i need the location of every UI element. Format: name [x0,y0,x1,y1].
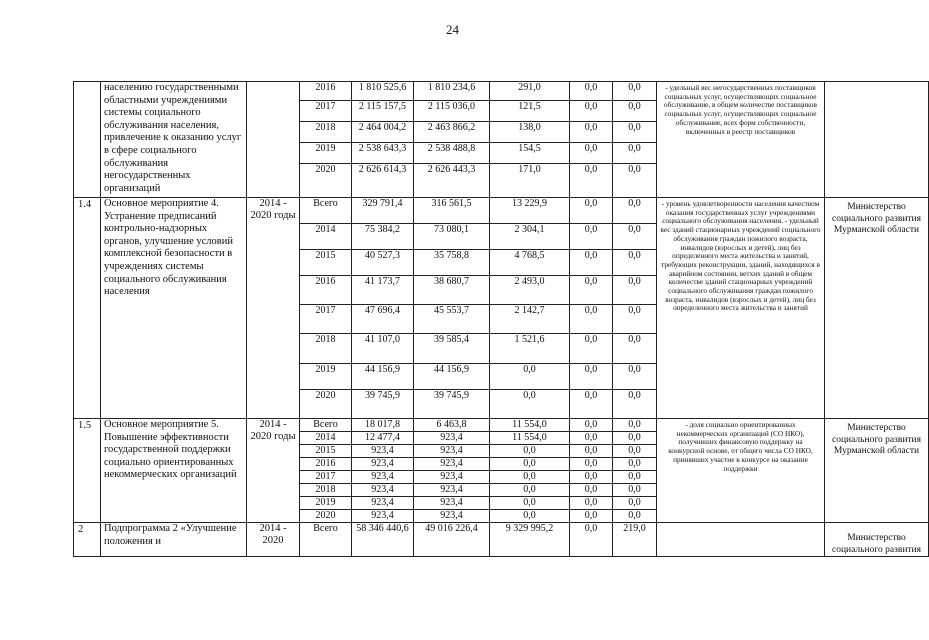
table-cell: 923,4 [414,497,490,510]
table-cell: 923,4 [352,471,414,484]
table-cell: 2015 [300,445,352,458]
table-row [74,82,929,101]
table-cell: 2 115 036,0 [414,101,490,122]
table-cell: 0,0 [570,250,613,276]
table-cell: 2017 [300,471,352,484]
table-cell: 38 680,7 [414,276,490,305]
table-cell: 2019 [300,364,352,390]
table-cell: 39 585,4 [414,334,490,364]
table-cell: 41 107,0 [352,334,414,364]
table-cell: 0,0 [613,198,657,224]
table-cell: 0,0 [570,419,613,432]
table-cell: Всего [300,419,352,432]
table-row [74,419,929,432]
table-cell: 12 477,4 [352,432,414,445]
table-cell: 0,0 [570,198,613,224]
table-cell: 923,4 [352,497,414,510]
table-cell: 0,0 [613,224,657,250]
table-cell: 0,0 [613,334,657,364]
table-cell: 41 173,7 [352,276,414,305]
table-cell: 18 017,8 [352,419,414,432]
table-cell: 923,4 [352,445,414,458]
table-cell: 47 696,4 [352,305,414,334]
table-cell: 0,0 [570,276,613,305]
table-cell: Всего [300,198,352,224]
table-cell: 923,4 [414,484,490,497]
table-cell: 2014 [300,432,352,445]
table-cell: 11 554,0 [490,419,570,432]
table-cell: 2 626 614,3 [352,164,414,198]
indicator-cell: - удельный вес негосударственных поставщиков социальных услуг, осуществляющих социальное обслуживание, в общем количестве поставщиков социальных услуг, осуществляющих социальное обслуживание, всех форм собственности, включенных в реестр поставщиков [657,82,825,198]
table-cell: 0,0 [570,390,613,419]
table-cell: 0,0 [570,305,613,334]
table-cell: 0,0 [570,122,613,143]
table-cell: 154,5 [490,143,570,164]
table-cell: 39 745,9 [352,390,414,419]
table-cell: 0,0 [490,510,570,523]
table-cell: 2020 [300,390,352,419]
table-cell: 0,0 [570,510,613,523]
table-cell: 4 768,5 [490,250,570,276]
activity-name: Основное мероприятие 4. Устранение предписаний контрольно-надзорных органов, улучшение условий комплексной безопасности в учреждениях системы социального обслуживания населения [101,198,247,419]
table-cell: 0,0 [613,510,657,523]
table-cell: 0,0 [570,334,613,364]
table-cell: 923,4 [414,432,490,445]
table-cell: 0,0 [490,445,570,458]
table-cell: 0,0 [613,82,657,101]
table-cell: 2 538 643,3 [352,143,414,164]
period-cell [247,82,300,198]
table-cell: 75 384,2 [352,224,414,250]
table-cell: 0,0 [570,471,613,484]
table-cell: 2 493,0 [490,276,570,305]
table-cell: 1 810 525,6 [352,82,414,101]
program-table [73,81,929,557]
table-cell: 11 554,0 [490,432,570,445]
table-cell: 2020 [300,510,352,523]
table-row [74,198,929,224]
table-cell: 923,4 [414,510,490,523]
table-cell: 0,0 [613,164,657,198]
table-cell: 0,0 [570,101,613,122]
table-cell: 2018 [300,334,352,364]
table-cell: 0,0 [613,484,657,497]
table-cell: 0,0 [570,523,613,557]
table-cell: 923,4 [352,458,414,471]
page-number: 24 [446,22,459,37]
table-cell: 923,4 [414,445,490,458]
table-cell: 138,0 [490,122,570,143]
row-index: 1.5 [74,419,101,523]
table-cell: 0,0 [613,305,657,334]
activity-name: населению государственными областными учреждениями системы социального обслуживания населения, привлечение к оказанию услуг в сфере социального обслуживания негосударственных организаций [101,82,247,198]
table-cell: 0,0 [570,432,613,445]
table-cell: 39 745,9 [414,390,490,419]
table-cell: 58 346 440,6 [352,523,414,557]
table-cell: 0,0 [613,458,657,471]
table-cell: 40 527,3 [352,250,414,276]
period-cell: 2014 - 2020 [247,523,300,557]
table-cell: 0,0 [570,497,613,510]
table-cell: 2 115 157,5 [352,101,414,122]
table-cell: 1 810 234,6 [414,82,490,101]
executor-cell: Министерство социального развития [825,523,929,557]
table-cell: 2016 [300,82,352,101]
table-cell: 219,0 [613,523,657,557]
table-cell: 2019 [300,143,352,164]
table-cell: 2 463 866,2 [414,122,490,143]
table-cell: 2 142,7 [490,305,570,334]
table-cell: 2020 [300,164,352,198]
table-cell: 0,0 [613,250,657,276]
table-cell: 923,4 [414,458,490,471]
table-cell: 0,0 [570,164,613,198]
table-cell: 13 229,9 [490,198,570,224]
table-cell: 0,0 [613,497,657,510]
table-cell: 0,0 [613,101,657,122]
table-cell: 0,0 [490,458,570,471]
row-index: 2 [74,523,101,557]
table-cell: 2016 [300,276,352,305]
table-cell: 0,0 [613,471,657,484]
table-cell: 2 304,1 [490,224,570,250]
table-cell: 0,0 [490,364,570,390]
table-cell: 2015 [300,250,352,276]
table-cell: 0,0 [613,143,657,164]
table-cell: 329 791,4 [352,198,414,224]
table-cell: 2018 [300,122,352,143]
activity-name: Основное мероприятие 5. Повышение эффективности государственной поддержки социально ориентированных некоммерческих организаций [101,419,247,523]
table-cell: 2 464 004,2 [352,122,414,143]
row-index [74,82,101,198]
table-cell: 0,0 [570,143,613,164]
table-cell: 45 553,7 [414,305,490,334]
table-cell: 0,0 [613,445,657,458]
table-cell: 923,4 [352,484,414,497]
executor-cell [825,82,929,198]
table-cell: 2016 [300,458,352,471]
table-cell: 0,0 [613,432,657,445]
table-cell: 0,0 [613,419,657,432]
table-cell: 2017 [300,305,352,334]
table-cell: 6 463,8 [414,419,490,432]
table-cell: 73 080,1 [414,224,490,250]
period-cell: 2014 - 2020 годы [247,198,300,419]
table-cell: 121,5 [490,101,570,122]
indicator-cell [657,523,825,557]
table-cell: 291,0 [490,82,570,101]
table-cell: 923,4 [414,471,490,484]
table-cell: 316 561,5 [414,198,490,224]
table-cell: 0,0 [570,458,613,471]
table-cell: 2 538 488,8 [414,143,490,164]
table-cell: 44 156,9 [414,364,490,390]
table-cell: 0,0 [570,82,613,101]
table-cell: 0,0 [570,484,613,497]
table-cell: 35 758,8 [414,250,490,276]
indicator-cell: - уровень удовлетворенности населения качеством оказания государственных услуг учреждениями социального обслуживания населения. - удельный вес зданий стационарных учреждений социального обслуживания граждан пожилого возраста, инвалидов (взрослых и детей), лиц без определенного места жительства и занятий, требующих реконструкции, зданий, находящихся в аварийном состоянии, ветхих зданий в общем количестве зданий стационарных учреждений социального обслуживания граждан пожилого возраста, инвалидов (взрослых и детей), лиц без определенного места жительства и занятий [657,198,825,419]
table-cell: 49 016 226,4 [414,523,490,557]
table-cell: 44 156,9 [352,364,414,390]
table-cell: 0,0 [490,471,570,484]
table-cell: 0,0 [613,390,657,419]
table-cell: 0,0 [613,364,657,390]
row-index: 1.4 [74,198,101,419]
table-cell: 0,0 [490,497,570,510]
table-cell: 9 329 995,2 [490,523,570,557]
indicator-cell: - доля социально ориентированных некоммерческих организаций (СО НКО), получивших финансовую поддержку на конкурсной основе, от общего числа СО НКО, принявших участие в конкурсе на оказание поддержки [657,419,825,523]
table-cell: 0,0 [613,276,657,305]
table-cell: 2 626 443,3 [414,164,490,198]
table-cell: 0,0 [613,122,657,143]
table-cell: 0,0 [490,484,570,497]
table-cell: 0,0 [570,445,613,458]
table-cell: 0,0 [490,390,570,419]
period-cell: 2014 - 2020 годы [247,419,300,523]
executor-cell: Министерство социального развития Мурманской области [825,419,929,523]
table-cell: 1 521,6 [490,334,570,364]
table-cell: 2018 [300,484,352,497]
table-cell: 0,0 [570,224,613,250]
activity-name: Подпрограмма 2 «Улучшение положения и [101,523,247,557]
table-cell: Всего [300,523,352,557]
table-cell: 2017 [300,101,352,122]
executor-cell: Министерство социального развития Мурманской области [825,198,929,419]
table-row [74,523,929,557]
table-cell: 0,0 [570,364,613,390]
table-cell: 2019 [300,497,352,510]
table-cell: 2014 [300,224,352,250]
table-cell: 171,0 [490,164,570,198]
table-cell: 923,4 [352,510,414,523]
